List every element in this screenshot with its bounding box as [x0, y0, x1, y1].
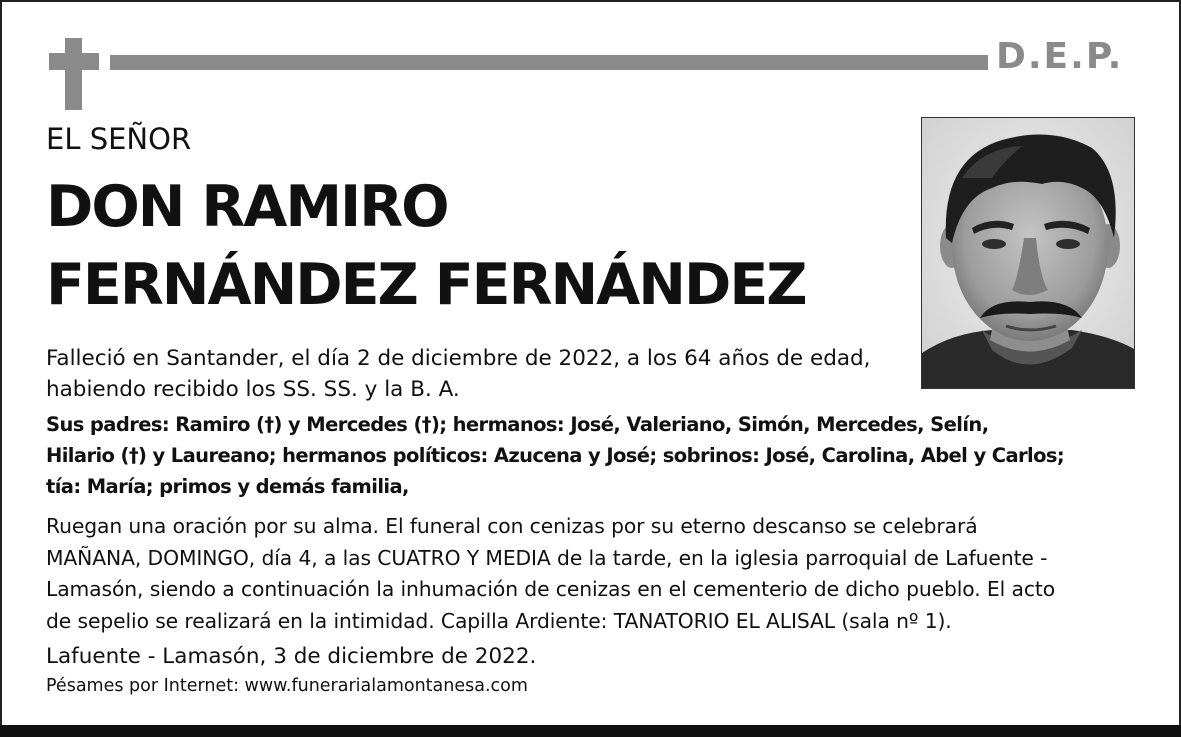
death-notice — [46, 343, 1146, 405]
cross-horizontal-bar — [49, 53, 99, 70]
header-rule — [110, 55, 988, 70]
family-line: Hilario (†) y Laureano; hermanos políticos: Azucena y José; sobrinos: José, Carolina, Abel y Carlos; — [46, 444, 1065, 467]
dep-label: D.E.P. — [996, 36, 1124, 77]
death-notice-line: habiendo recibido los SS. SS. y la B. A. — [46, 377, 460, 402]
family-list — [46, 409, 1146, 502]
family-line: tía: María; primos y demás familia, — [46, 475, 409, 498]
death-notice-line: Falleció en Santander, el día 2 de diciembre de 2022, a los 64 años de edad, — [46, 346, 871, 371]
funeral-line: MAÑANA, DOMINGO, día 4, a las CUATRO Y MEDIA de la tarde, en la iglesia parroquial de Lafuente - — [46, 545, 1048, 570]
deceased-name-line-2: FERNÁNDEZ FERNÁNDEZ — [46, 252, 806, 318]
condolences-website: Pésames por Internet: www.funerarialamontanesa.com — [46, 676, 528, 696]
cross-vertical-bar — [65, 38, 82, 110]
salutation: EL SEÑOR — [46, 122, 192, 156]
funeral-line: Lamasón, siendo a continuación la inhumación de cenizas en el cementerio de dicho pueblo. El acto — [46, 577, 1056, 601]
funeral-line: de sepelio se realizará en la intimidad. Capilla Ardiente: TANATORIO EL ALISAL (sala nº 1). — [46, 608, 952, 633]
family-line: Sus padres: Ramiro (†) y Mercedes (†); hermanos: José, Valeriano, Simón, Mercedes, Selín, — [46, 413, 989, 436]
funeral-details — [46, 511, 1146, 637]
deceased-name-line-1: DON RAMIRO — [46, 174, 448, 240]
funeral-line: Ruegan una oración por su alma. El funeral con cenizas por su eterno descanso se celebrará — [46, 514, 978, 538]
bottom-rule — [0, 725, 1181, 737]
place-and-date: Lafuente - Lamasón, 3 de diciembre de 2022. — [46, 644, 537, 669]
